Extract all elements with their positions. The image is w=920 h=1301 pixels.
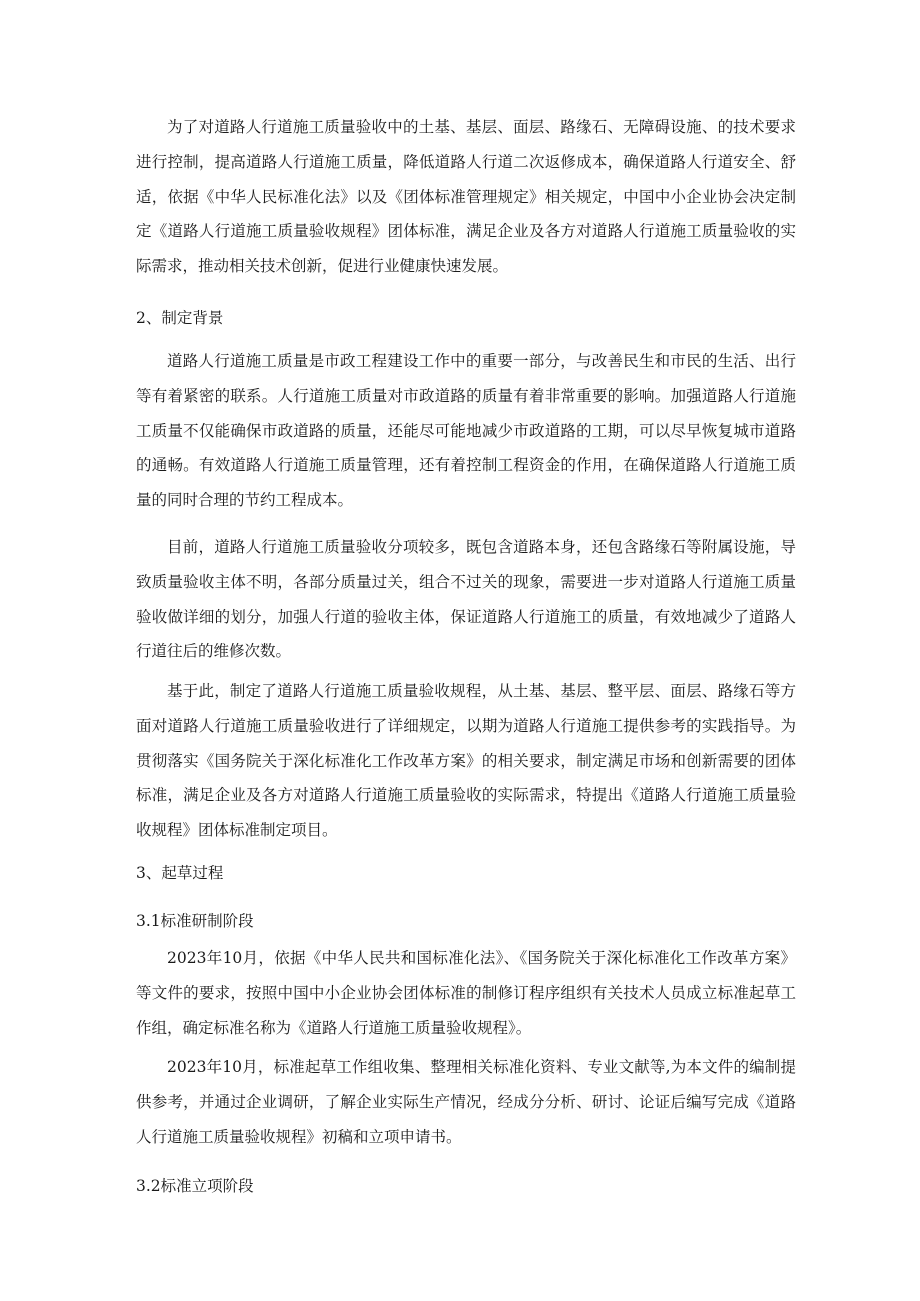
paragraph-text: 基于此，制定了道路人行道施工质量验收规程，从土基、基层、整平层、面层、路缘石等方面对道路人行道施工质量验收进行了详细规定，以期为道路人行道施工提供参考的实践指导。为贯彻落实《国务院关于深化标准化工作改革方案》的相关要求，制定满足市场和创新需要的团体标准，满足企业及各方对道路人行道施工质量验收的实际需求，特提出《道路人行道施工质量验收规程》团体标准制定项目。 <box>136 682 796 840</box>
heading-text: 3.2标准立项阶段 <box>136 1177 254 1195</box>
paragraph-text: 2023年10月，标准起草工作组收集、整理相关标准化资料、专业文献等,为本文件的编制提供参考，并通过企业调研，了解企业实际生产情况，经成分分析、研讨、论证后编写完成《道路人行道施工质量验收规程》初稿和立项申请书。 <box>136 1058 796 1146</box>
paragraph-text: 目前，道路人行道施工质量验收分项较多，既包含道路本身，还包含路缘石等附属设施，导致质量验收主体不明，各部分质量过关，组合不过关的现象，需要进一步对道路人行道施工质量验收做详细的划分，加强人行道的验收主体，保证道路人行道施工的质量，有效地减少了道路人行道往后的维修次数。 <box>136 538 796 661</box>
heading-text: 3.1标准研制阶段 <box>136 912 254 930</box>
subsection-heading-approval <box>136 1169 796 1203</box>
subsection-heading-research <box>136 904 796 938</box>
section-heading-background <box>136 301 796 335</box>
paragraph-text: 道路人行道施工质量是市政工程建设工作中的重要一部分，与改善民生和市民的生活、出行等有着紧密的联系。人行道施工质量对市政道路的质量有着非常重要的影响。加强道路人行道施工质量不仅能确保市政道路的质量，还能尽可能地减少市政道路的工期，可以尽早恢复城市道路的通畅。有效道路人行道施工质量管理，还有着控制工程资金的作用，在确保道路人行道施工质量的同时合理的节约工程成本。 <box>136 352 796 510</box>
paragraph-background-2 <box>136 530 796 669</box>
paragraph-background-1 <box>136 344 796 518</box>
paragraph-research-2 <box>136 1050 796 1154</box>
paragraph-text: 为了对道路人行道施工质量验收中的土基、基层、面层、路缘石、无障碍设施、的技术要求进行控制，提高道路人行道施工质量，降低道路人行道二次返修成本，确保道路人行道安全、舒适，依据《中华人民标准化法》以及《团体标准管理规定》相关规定，中国中小企业协会决定制定《道路人行道施工质量验收规程》团体标准，满足企业及各方对道路人行道施工质量验收的实际需求，推动相关技术创新，促进行业健康快速发展。 <box>136 118 796 276</box>
section-heading-drafting <box>136 856 796 890</box>
paragraph-purpose <box>136 110 796 284</box>
paragraph-background-3 <box>136 674 796 848</box>
heading-text: 2、制定背景 <box>136 309 224 327</box>
paragraph-research-1 <box>136 941 796 1045</box>
heading-text: 3、起草过程 <box>136 864 224 882</box>
paragraph-text: 2023年10月，依据《中华人民共和国标准化法》、《国务院关于深化标准化工作改革方案》等文件的要求，按照中国中小企业协会团体标准的制修订程序组织有关技术人员成立标准起草工作组，确定标准名称为《道路人行道施工质量验收规程》。 <box>136 949 796 1037</box>
